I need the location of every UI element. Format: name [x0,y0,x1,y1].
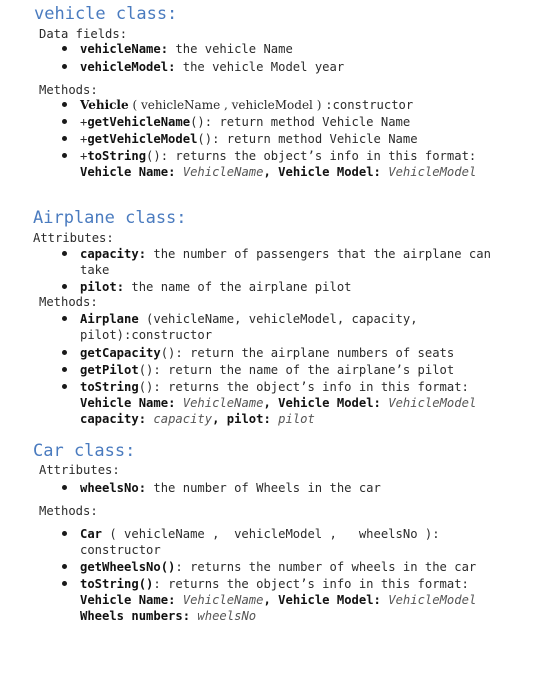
format-comma: , [263,593,279,607]
format-colon: : [373,165,389,179]
field-description: the vehicle Name [168,42,293,56]
method-description: :constructor [325,98,414,112]
method-paren: (): [190,115,220,129]
method-name: getPilot [80,363,139,377]
bullet-icon [62,316,67,321]
method-name: toString() [80,577,154,591]
method-description: return method Vehicle Name [226,132,418,146]
vehicle-method-get-name [80,114,410,130]
format-key: Wheels numbers [80,609,183,623]
bullet-icon [62,46,67,51]
method-description: returns the object’s info in this format: [168,577,469,591]
attr-separator: : [138,481,147,495]
format-colon: : [168,396,183,410]
method-plus: + [80,115,88,129]
format-key: Vehicle Name [80,593,169,607]
field-name-term: vehicleName [80,42,161,56]
attr-description: the number of passengers that the airplane can [146,247,491,261]
bullet-icon [62,531,67,536]
format-value: VehicleName [182,165,264,179]
format-key: capacity [80,412,139,426]
method-args: ( vehicleName , vehicleModel , wheelsNo ): [102,527,440,541]
method-description: returns the object’s info in this format: [175,149,477,163]
vehicle-methods-label: Methods: [39,83,98,97]
bullet-icon [62,64,67,69]
vehicle-class-heading: vehicle class: [34,4,178,24]
method-description: return the name of the airplane’s pilot [168,363,455,377]
attr-description: the number of Wheels in the car [146,481,381,495]
format-value: VehicleModel [388,396,477,410]
format-key: Vehicle Model [278,396,374,410]
format-value: VehicleModel [388,165,477,179]
vehicle-method-get-model [80,131,418,147]
method-args: (vehicleName, vehicleModel, capacity, [138,312,418,326]
format-value: pilot [278,412,315,426]
method-name: getCapacity [80,346,161,360]
vehicle-tostring-format [80,164,476,180]
format-comma: , [212,412,227,426]
airplane-method-constructor-cont: pilot):constructor [80,328,213,342]
vehicle-field-name [80,41,293,57]
airplane-attr-capacity [80,246,491,262]
car-tostring-format-2 [80,608,256,624]
method-name: Vehicle [80,98,129,112]
car-methods-label: Methods: [39,504,98,518]
method-name: getVehicleName [87,115,191,129]
airplane-method-tostring [80,379,469,395]
format-colon: : [263,412,279,426]
method-separator: : [153,577,169,591]
method-name: Car [80,527,103,541]
bullet-icon [62,284,67,289]
format-colon: : [182,609,198,623]
field-name-term: vehicleModel [80,60,169,74]
airplane-attr-capacity-cont: take [80,263,110,277]
vehicle-method-tostring [80,148,476,164]
format-key: Vehicle Model [278,165,374,179]
airplane-method-get-pilot [80,362,454,378]
method-description: returns the object’s info in this format: [168,380,469,394]
method-description: return the airplane numbers of seats [190,346,455,360]
field-separator: : [168,60,176,74]
method-paren: (): [138,363,169,377]
airplane-tostring-format-2 [80,411,315,427]
format-colon: : [168,593,183,607]
vehicle-data-fields-label: Data fields: [39,27,128,41]
method-plus: + [80,149,88,163]
car-method-tostring [80,576,469,592]
airplane-tostring-format-1 [80,395,476,411]
bullet-icon [62,251,67,256]
vehicle-method-constructor [80,97,413,113]
format-comma: , [263,396,279,410]
car-method-constructor [80,526,440,542]
method-description: return method Vehicle Name [219,115,411,129]
attr-separator: : [138,247,147,261]
bullet-icon [62,581,67,586]
method-name: getVehicleModel [87,132,198,146]
airplane-attr-pilot [80,279,352,295]
car-method-get-wheels [80,559,476,575]
method-description: returns the number of wheels in the car [190,560,477,574]
format-colon: : [373,593,389,607]
format-colon: : [373,396,389,410]
attr-name: wheelsNo [80,481,139,495]
attr-description: the name of the airplane pilot [124,280,352,294]
bullet-icon [62,119,67,124]
bullet-icon [62,153,67,158]
method-name: toString [87,149,147,163]
format-value: VehicleName [182,593,264,607]
bullet-icon [62,367,67,372]
format-key: Vehicle Name [80,165,169,179]
format-key: Vehicle Model [278,593,374,607]
car-attr-wheelsno [80,480,381,496]
bullet-icon [62,485,67,490]
method-paren: (): [146,149,176,163]
attr-separator: : [116,280,125,294]
car-class-heading: Car class: [33,441,136,461]
method-name: Airplane [80,312,139,326]
bullet-icon [62,136,67,141]
attr-name: capacity [80,247,139,261]
vehicle-field-model [80,59,344,75]
method-name: toString [80,380,139,394]
format-key: pilot [226,412,264,426]
airplane-attributes-label: Attributes: [33,231,114,245]
method-paren: (): [160,346,191,360]
field-description: the vehicle Model year [175,60,345,74]
method-paren: (): [197,132,227,146]
car-method-constructor-cont: constructor [80,543,161,557]
bullet-icon [62,102,67,107]
airplane-methods-label: Methods: [39,295,98,309]
airplane-method-constructor [80,311,418,327]
format-colon: : [138,412,154,426]
method-name: getWheelsNo() [80,560,176,574]
method-plus: + [80,132,88,146]
attr-name: pilot [80,280,117,294]
format-value: VehicleModel [388,593,477,607]
bullet-icon [62,564,67,569]
format-key: Vehicle Name [80,396,169,410]
method-args: ( vehicleName , vehicleModel ) [128,98,326,112]
method-paren: (): [138,380,169,394]
format-comma: , [263,165,279,179]
format-value: VehicleName [182,396,264,410]
bullet-icon [62,350,67,355]
airplane-method-get-capacity [80,345,454,361]
format-value: wheelsNo [197,609,257,623]
format-colon: : [168,165,183,179]
bullet-icon [62,384,67,389]
car-tostring-format-1 [80,592,476,608]
method-separator: : [175,560,191,574]
format-value: capacity [153,412,213,426]
car-attributes-label: Attributes: [39,463,120,477]
airplane-class-heading: Airplane class: [33,208,187,228]
field-separator: : [160,42,169,56]
